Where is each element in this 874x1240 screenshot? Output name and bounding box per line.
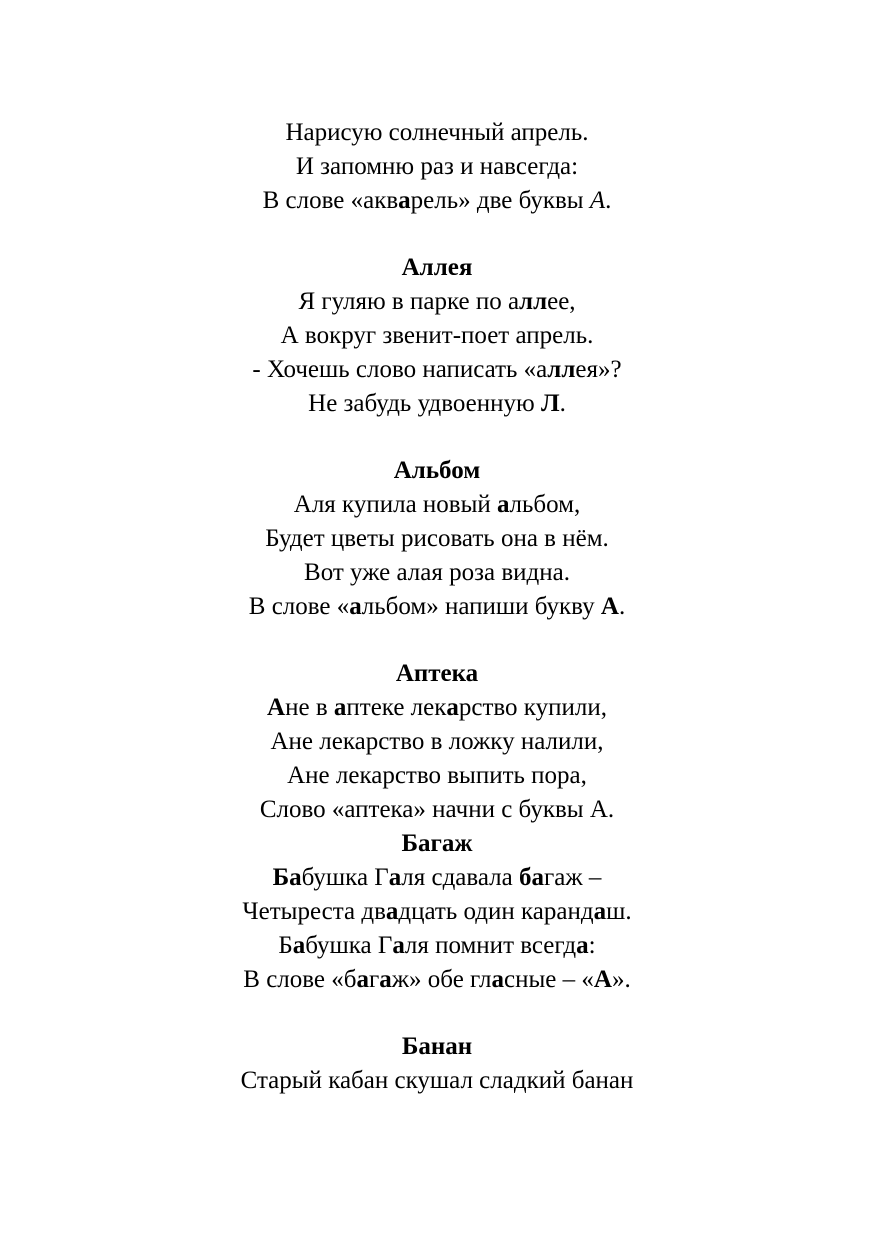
text-fragment: В слове «б: [243, 966, 357, 993]
poem-line: [0, 963, 874, 997]
text-fragment: Будет цветы рисовать она в нём.: [265, 525, 609, 552]
text-fragment: И запомню раз и навсегда:: [295, 153, 579, 180]
poem-line: [0, 285, 874, 319]
text-fragment: Аля купила новый: [293, 491, 498, 518]
section-title: Альбом: [393, 457, 481, 484]
poem-line: [0, 353, 874, 387]
poem-line: [0, 184, 874, 218]
text-fragment: рство купили,: [458, 694, 607, 721]
text-fragment: Слово «аптека» начни с буквы А.: [259, 796, 615, 823]
poem-line: [0, 556, 874, 590]
bold-fragment: а: [398, 187, 411, 214]
poem-line: [0, 895, 874, 929]
bold-fragment: а: [292, 932, 306, 959]
poem-line: [0, 759, 874, 793]
text-fragment: Я гуляю в парке по а: [298, 288, 520, 315]
poem-line: [0, 319, 874, 353]
poem-sections: [0, 251, 874, 1098]
poem-line: [0, 929, 874, 963]
text-fragment: Вот уже алая роза видна.: [304, 559, 570, 586]
stanza-gap: [0, 421, 874, 454]
poem-line: [0, 691, 874, 725]
poem-section: [0, 251, 874, 421]
intro-stanza: [0, 116, 874, 218]
bold-fragment: а: [593, 898, 607, 925]
italic-fragment: А: [589, 187, 606, 214]
text-fragment: рель» две буквы: [410, 187, 590, 214]
text-fragment: ея»?: [575, 356, 622, 383]
bold-fragment: а: [333, 694, 347, 721]
text-fragment: ж» обе гл: [391, 966, 492, 993]
text-fragment: .: [605, 187, 612, 214]
stanza-gap: [0, 624, 874, 657]
text-fragment: Ане лекарство выпить пора,: [287, 762, 587, 789]
text-fragment: В слове «акв: [262, 187, 399, 214]
section-title: Багаж: [401, 830, 473, 857]
text-fragment: льбом,: [509, 491, 581, 518]
poem-section: [0, 827, 874, 997]
text-fragment: сные – «: [504, 966, 594, 993]
poem-line: [0, 725, 874, 759]
bold-fragment: а: [497, 491, 510, 518]
poem-section: [0, 1030, 874, 1098]
text-fragment: ля сдавала: [401, 864, 519, 891]
bold-fragment: Ба: [272, 864, 302, 891]
bold-fragment: а: [385, 898, 399, 925]
poem-line: [0, 861, 874, 895]
text-fragment: Б: [278, 932, 293, 959]
text-fragment: .: [559, 390, 566, 417]
text-fragment: ».: [611, 966, 631, 993]
poem-line: [0, 387, 874, 421]
text-fragment: - Хочешь слово написать «а: [252, 356, 548, 383]
text-fragment: ее,: [547, 288, 576, 315]
text-fragment: Не забудь удвоенную: [308, 390, 541, 417]
text-fragment: птеке лек: [346, 694, 447, 721]
bold-fragment: а: [576, 932, 589, 959]
bold-fragment: А: [593, 966, 612, 993]
poem-line: [0, 590, 874, 624]
text-fragment: дцать один каранд: [398, 898, 594, 925]
section-title: Аптека: [395, 660, 479, 687]
text-fragment: ля помнит всегд: [404, 932, 577, 959]
poem-line: [0, 488, 874, 522]
stanza-gap: [0, 218, 874, 251]
bold-fragment: а: [356, 966, 370, 993]
text-fragment: А вокруг звенит-поет апрель.: [280, 322, 594, 349]
text-fragment: Старый кабан скушал сладкий банан: [240, 1067, 634, 1094]
poem-line: [0, 150, 874, 184]
poem-line: [0, 116, 874, 150]
bold-fragment: а: [491, 966, 505, 993]
text-fragment: Нарисую солнечный апрель.: [285, 119, 589, 146]
poem-line: [0, 1064, 874, 1098]
bold-fragment: а: [349, 593, 362, 620]
poem-line: [0, 793, 874, 827]
text-fragment: .: [618, 593, 626, 620]
poem-section: [0, 454, 874, 624]
bold-fragment: лл: [547, 356, 576, 383]
bold-fragment: лл: [519, 288, 548, 315]
text-fragment: бушка Г: [301, 864, 389, 891]
bold-fragment: а: [446, 694, 459, 721]
text-fragment: гаж –: [544, 864, 602, 891]
bold-fragment: А: [267, 694, 286, 721]
document-page: [0, 116, 874, 1098]
section-title: Банан: [401, 1033, 473, 1060]
text-fragment: ш.: [606, 898, 632, 925]
stanza-gap: [0, 997, 874, 1030]
bold-fragment: а: [379, 966, 392, 993]
text-fragment: льбом» напиши букву: [361, 593, 601, 620]
bold-fragment: А: [600, 593, 619, 620]
text-fragment: бушка Г: [305, 932, 393, 959]
text-fragment: Ане лекарство в ложку налили,: [270, 728, 604, 755]
poem-line: [0, 522, 874, 556]
poem-section: [0, 657, 874, 827]
bold-fragment: ба: [519, 864, 544, 891]
text-fragment: В слове «: [248, 593, 350, 620]
bold-fragment: а: [388, 864, 402, 891]
bold-fragment: а: [392, 932, 405, 959]
section-title: Аллея: [401, 254, 473, 281]
text-fragment: не в: [285, 694, 334, 721]
text-fragment: г: [369, 966, 380, 993]
text-fragment: Четыреста дв: [242, 898, 386, 925]
text-fragment: :: [588, 932, 596, 959]
bold-fragment: Л: [540, 390, 560, 417]
